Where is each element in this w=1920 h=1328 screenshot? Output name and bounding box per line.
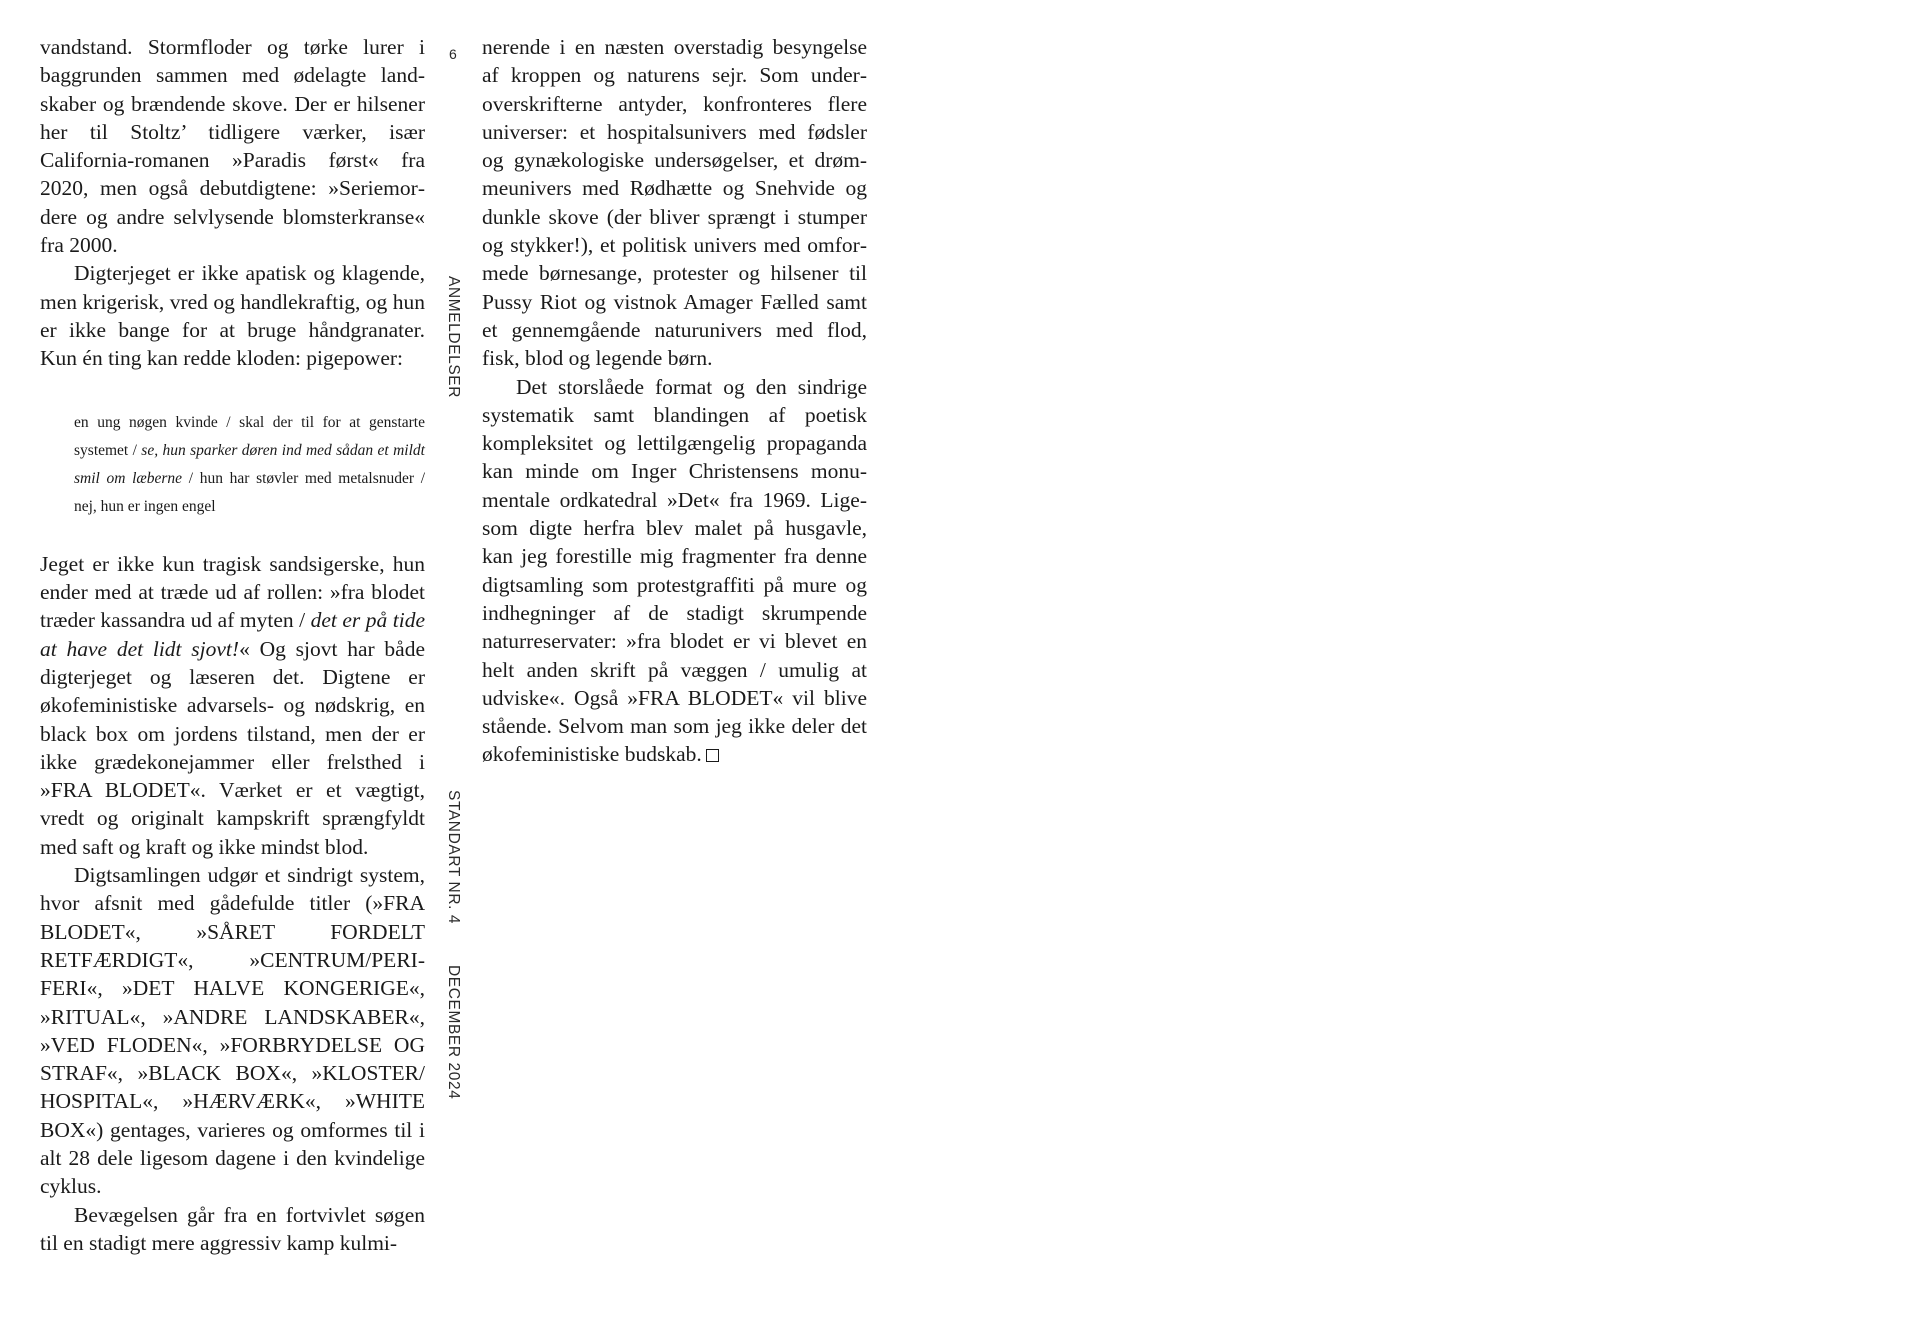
end-of-article-icon xyxy=(706,749,719,762)
paragraph: vandstand. Stormfloder og tørke lurer i baggrunden sammen med ødelagte landskaber og brændende skove. Der er hilsener her til Stoltz’ tidligere værker, især California-romanen »Paradis først« fra 2020, men også debutdigtene: »Seriemordere og andre selvlysende blomsterkranse« fra 2000. xyxy=(40,35,425,258)
running-head-date: DECEMBER 2024 xyxy=(445,965,462,1100)
quote-text-italic: se, hun sparker døren ind med sådan et mildt smil om læberne xyxy=(74,441,425,488)
running-head-section: ANMELDELSER xyxy=(445,276,462,399)
paragraph-text: Jeget er ikke kun tragisk sandsigerske, hun ender med at træde ud af rollen: »fra blodet træder kassandra ud af myten / xyxy=(40,551,425,633)
poem-quote xyxy=(74,409,425,522)
page-number: 6 xyxy=(449,46,457,62)
paragraph: Bevægelsen går fra en fortvivlet søgen til en stadigt mere aggressiv kamp kulmi- xyxy=(40,1202,425,1255)
running-head-issue: STANDART NR. 4 xyxy=(445,790,462,925)
left-column xyxy=(40,33,425,1257)
paragraph: Digtsamlingen udgør et sindrigt system, hvor afsnit med gådefulde titler (»FRA BLODET«, »SÅRET FORDELT RETFÆRDIGT«, »CENTRUM/PERIFERI«, »DET HALVE KONGERIGE«, »RITUAL«, »ANDRE LANDSKABER«, »VED FLODEN«, »FORBRYDELSE OG STRAF«, »BLACK BOX«, »KLOSTER/ HOSPITAL«, »HÆRVÆRK«, »WHITE BOX«) gentages, varieres og omformes til i alt 28 dele ligesom dagene i den kvindelige cyklus. xyxy=(40,863,425,1199)
paragraph: nerende i en næsten overstadig besyngelse af kroppen og naturens sejr. Som underoverskrifterne antyder, konfronteres flere universer: et hospitalsunivers med fødsler og gynækologiske undersøgelser, et drømmeunivers med Rødhætte og Snehvide og dunkle skove (der bliver sprængt i stumper og stykker!), et politisk univers med omformede børnesange, protester og hilsener til Pussy Riot og vistnok Amager Fælled samt et gennemgående naturunivers med flod, fisk, blod og legende børn. xyxy=(482,35,867,371)
paragraph-text-italic: det er på tide at have det lidt sjovt! xyxy=(40,608,425,661)
quote-text: en ung nøgen kvinde / skal der til for at genstarte systemet / xyxy=(74,413,425,459)
quote-text: / hun har støvler med metalsnuder / nej, hun er ingen engel xyxy=(74,470,426,516)
paragraph xyxy=(40,550,425,861)
paragraph-text: « Og sjovt har både digterjeget og læseren det. Digtene er økofeministiske advarsels- og nødskrig, en black box om jordens tilstand, men der er ikke grædekonejammer eller frelsthed i »FRA BLODET«. Værket er et vægtigt, vredt og originalt kampskrift sprængfyldt med saft og kraft og ikke mindst blod. xyxy=(40,636,425,859)
paragraph xyxy=(482,373,867,769)
right-column xyxy=(482,33,867,769)
paragraph-text: Det storslåede format og den sindrige systematik samt blandingen af poetisk kompleksitet og lettilgængelig propaganda kan minde om Inger Christensens monumentale ordkatedral »Det« fra 1969. Ligesom digte herfra blev malet på husgavle, kan jeg forestille mig fragmenter fra denne digtsamling som protestgraffiti på mure og indhegninger af de stadigt skrumpende naturreservater: »fra blodet er vi blevet en helt anden skrift på væggen / umulig at udviske«. Også »FRA BLODET« vil blive stående. Selvom man som jeg ikke deler det økofeministiske budskab. xyxy=(482,374,867,767)
paragraph: Digterjeget er ikke apatisk og klagende, men krigerisk, vred og handlekraftig, og hun er ikke bange for at bruge håndgranater. Kun én ting kan redde kloden: pigepower: xyxy=(40,261,425,371)
